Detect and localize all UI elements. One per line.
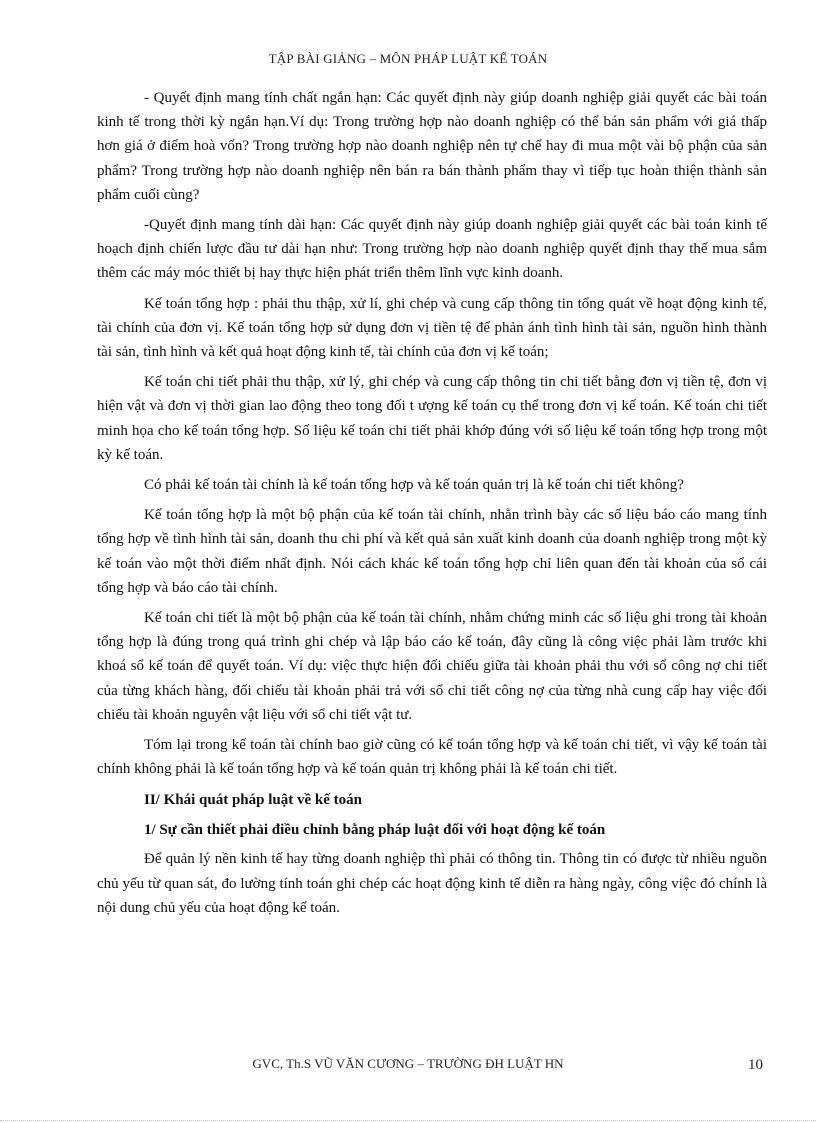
paragraph-long-term-decisions: -Quyết định mang tính dài hạn: Các quyết định này giúp doanh nghiệp giải quyết các bài toán kinh tế hoạch định chiến lược đầu tư dài hạn như: Trong trường hợp nào doanh nghiệp quyết định thay thế mua sắm thêm các máy móc thiết bị hay thực hiện phát triển thêm lĩnh vực kinh doanh. xyxy=(97,217,767,282)
paragraph-general-accounting: Kế toán tổng hợp : phải thu thập, xử lí, ghi chép và cung cấp thông tin tổng quát về hoạt động kinh tế, tài chính của đơn vị. Kế toán tổng hợp sử dụng đơn vị tiền tệ để phản ánh tình hình tài sản, nguồn hình thành tài sản, tình hình và kết quả hoạt động kinh tế, tài chính của đơn vị kế toán; xyxy=(97,295,767,361)
section-heading: II/ Khái quát pháp luật về kế toán xyxy=(144,792,362,809)
page-body xyxy=(97,86,767,926)
document-title: TẬP BÀI GIẢNG – MÔN PHÁP LUẬT KẾ TOÁN xyxy=(268,51,548,66)
page-bottom-divider xyxy=(0,1120,816,1121)
subsection-heading: 1/ Sự cần thiết phải điều chỉnh bằng pháp luật đối với hoạt động kế toán xyxy=(144,822,606,839)
paragraph-general-accounting-part: Kế toán tổng hợp là một bộ phận của kế toán tài chính, nhằn trình bày các số liệu báo cáo mang tính tổng hợp về tình hình tài sản, doanh thu chi phí và kết quả sản xuất kinh doanh của doanh nghiệp trong một kỳ kế toán vào một thời điểm nhất định. Nói cách khác kế toán tổng hợp chỉ liên quan đến tài khoản của sổ cái tổng hợp và báo cáo tài chính. xyxy=(97,507,767,596)
paragraph-detailed-accounting-part: Kế toán chi tiết là một bộ phận của kế toán tài chính, nhằm chứng minh các số liệu ghi trong tài khoản tổng hợp là đúng trong quá trình ghi chép và lập báo cáo kế toán, đây cũng là công việc phải làm trước khi khoá sổ kế toán để quyết toán. Ví dụ: việc thực hiện đối chiếu giữa tài khoản phải thu với sổ công nợ chi tiết của từng khách hàng, đối chiếu tài khoản phải trả với sổ chi tiết công nợ của từng nhà cung cấp hay việc đối chiếu tài khoản nguyên vật liệu với sổ chi tiết vật tư. xyxy=(97,610,767,723)
paragraph-summary: Tóm lại trong kế toán tài chính bao giờ cũng có kế toán tổng hợp và kế toán chi tiết, vì vậy kế toán tài chính không phải là kế toán tổng hợp và kế toán quản trị không phải là kế toán chi tiết. xyxy=(97,737,767,778)
paragraph-information-need: Để quản lý nền kinh tế hay từng doanh nghiệp thì phải có thông tin. Thông tin có được từ nhiều nguồn chủ yếu từ quan sát, đo lường tính toán ghi chép các hoạt động kinh tế diễn ra hàng ngày, công việc đó chính là nội dung chủ yếu của hoạt động kế toán. xyxy=(97,851,767,916)
page-header xyxy=(0,51,816,67)
page-number: 10 xyxy=(748,1057,763,1073)
paragraph-question: Có phải kế toán tài chính là kế toán tổng hợp và kế toán quản trị là kế toán chi tiết không? xyxy=(144,477,684,494)
footer-author: GVC, Th.S VŨ VĂN CƯƠNG – TRƯỜNG ĐH LUẬT HN xyxy=(252,1056,564,1071)
paragraph-short-term-decisions: - Quyết định mang tính chất ngắn hạn: Các quyết định này giúp doanh nghiệp giải quyết các bài toán kinh tế trong thời kỳ ngắn hạn.Ví dụ: Trong trường hợp nào doanh nghiệp có thể bán sản phẩm với giá thấp hơn giá ở điểm hoà vốn? Trong trường hợp nào doanh nghiệp nên tự chế hay đi mua một vài bộ phận của sản phẩm? Trong trường hợp nào doanh nghiệp nên bán ra bán thành phẩm thay vì tiếp tục hoàn thiện thành sản phẩm cuối cùng? xyxy=(97,90,767,203)
paragraph-detailed-accounting: Kế toán chi tiết phải thu thập, xử lý, ghi chép và cung cấp thông tin chi tiết bằng đơn vị tiền tệ, đơn vị hiện vật và đơn vị thời gian lao động theo tong đối t ượng kế toán cụ thể trong đơn vị kế toán. Kế toán chi tiết minh họa cho kế toán tổng hợp. Số liệu kế toán chi tiết phải khớp đúng với số liệu kế toán tổng hợp trong một kỳ kế toán. xyxy=(97,374,767,463)
